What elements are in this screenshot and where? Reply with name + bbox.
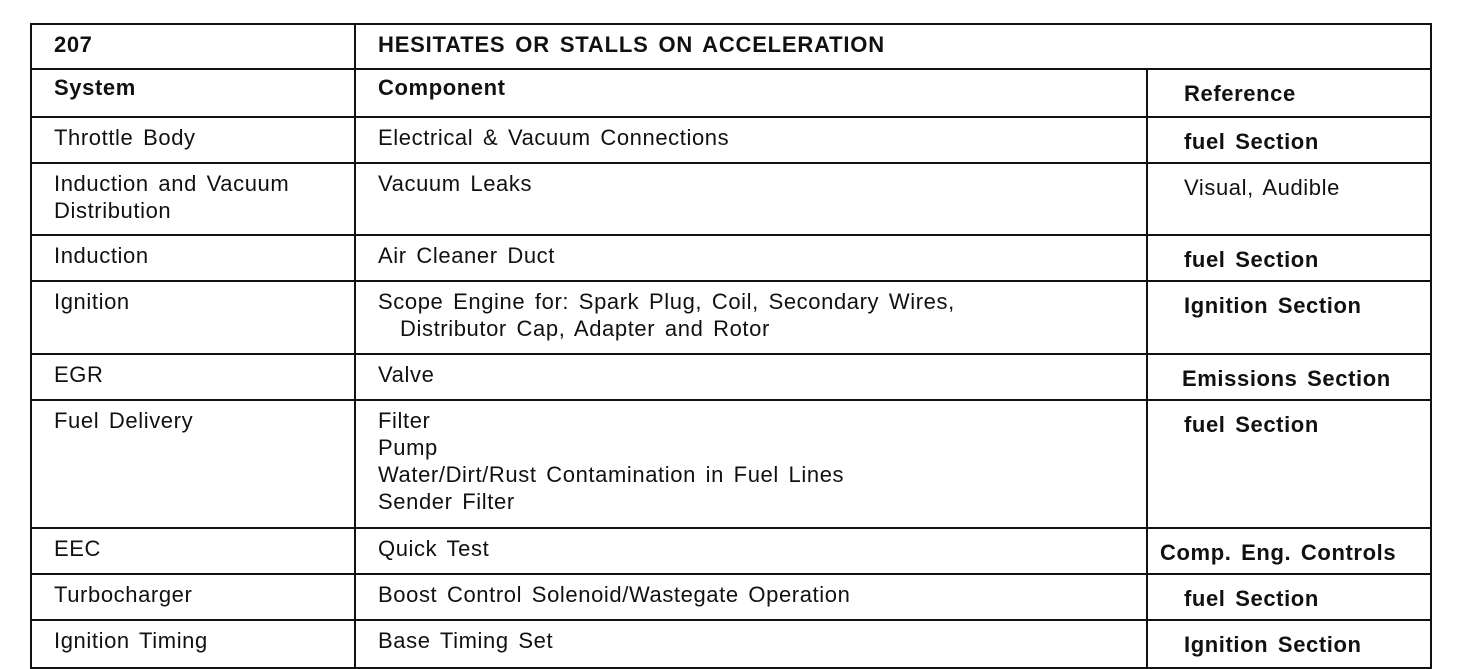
component-cell	[355, 528, 1147, 574]
component-cell	[355, 574, 1147, 620]
system-line: Induction and Vacuum	[54, 171, 290, 196]
system-cell	[31, 354, 355, 400]
component-cell	[355, 354, 1147, 400]
reference-cell: Visual, Audible	[1147, 163, 1431, 235]
component-line: Scope Engine for: Spark Plug, Coil, Secondary Wires,	[378, 289, 955, 314]
component-cell	[355, 163, 1147, 235]
table-row	[31, 281, 1431, 354]
system-cell	[31, 281, 355, 354]
reference-cell: Comp. Eng. Controls	[1147, 528, 1431, 574]
component-line: Valve	[378, 362, 435, 387]
component-line: Pump	[378, 435, 438, 460]
system-cell	[31, 235, 355, 281]
column-header-system: System	[31, 69, 355, 117]
system-line: EGR	[54, 362, 104, 387]
system-cell	[31, 620, 355, 668]
component-cell	[355, 400, 1147, 528]
column-header-component: Component	[355, 69, 1147, 117]
component-line: Base Timing Set	[378, 628, 554, 653]
component-line: Filter	[378, 408, 431, 433]
system-line: Induction	[54, 243, 149, 268]
symptom-title: HESITATES OR STALLS ON ACCELERATION	[355, 24, 1431, 69]
reference-cell: Ignition Section	[1147, 620, 1431, 668]
system-line: Distribution	[54, 198, 172, 223]
system-line: Throttle Body	[54, 125, 196, 150]
component-cell	[355, 281, 1147, 354]
component-line: Sender Filter	[378, 489, 515, 514]
table-row	[31, 620, 1431, 668]
reference-cell: Ignition Section	[1147, 281, 1431, 354]
table-row	[31, 574, 1431, 620]
reference-cell: Emissions Section	[1147, 354, 1431, 400]
table-row	[31, 117, 1431, 163]
table-header-row	[31, 24, 1431, 69]
system-line: Ignition	[54, 289, 130, 314]
system-cell	[31, 574, 355, 620]
system-cell	[31, 528, 355, 574]
component-line: Distributor Cap, Adapter and Rotor	[400, 316, 770, 341]
component-cell	[355, 235, 1147, 281]
system-line: EEC	[54, 536, 102, 561]
table-row	[31, 400, 1431, 528]
component-line: Air Cleaner Duct	[378, 243, 555, 268]
system-cell	[31, 117, 355, 163]
component-line: Water/Dirt/Rust Contamination in Fuel Lines	[378, 462, 845, 487]
system-cell	[31, 400, 355, 528]
system-line: Turbocharger	[54, 582, 193, 607]
column-header-reference: Reference	[1147, 69, 1431, 117]
component-line: Vacuum Leaks	[378, 171, 533, 196]
reference-cell: fuel Section	[1147, 400, 1431, 528]
reference-cell: fuel Section	[1147, 574, 1431, 620]
system-cell	[31, 163, 355, 235]
system-line: Ignition Timing	[54, 628, 208, 653]
component-cell	[355, 620, 1147, 668]
reference-cell: fuel Section	[1147, 235, 1431, 281]
table-row	[31, 528, 1431, 574]
reference-cell: fuel Section	[1147, 117, 1431, 163]
table-row	[31, 163, 1431, 235]
component-line: Electrical & Vacuum Connections	[378, 125, 730, 150]
component-line: Boost Control Solenoid/Wastegate Operation	[378, 582, 851, 607]
table-row	[31, 354, 1431, 400]
system-line: Fuel Delivery	[54, 408, 194, 433]
column-header-row	[31, 69, 1431, 117]
component-cell	[355, 117, 1147, 163]
component-line: Quick Test	[378, 536, 490, 561]
diagnostic-table	[30, 23, 1432, 669]
table-row	[31, 235, 1431, 281]
symptom-code: 207	[31, 24, 355, 69]
